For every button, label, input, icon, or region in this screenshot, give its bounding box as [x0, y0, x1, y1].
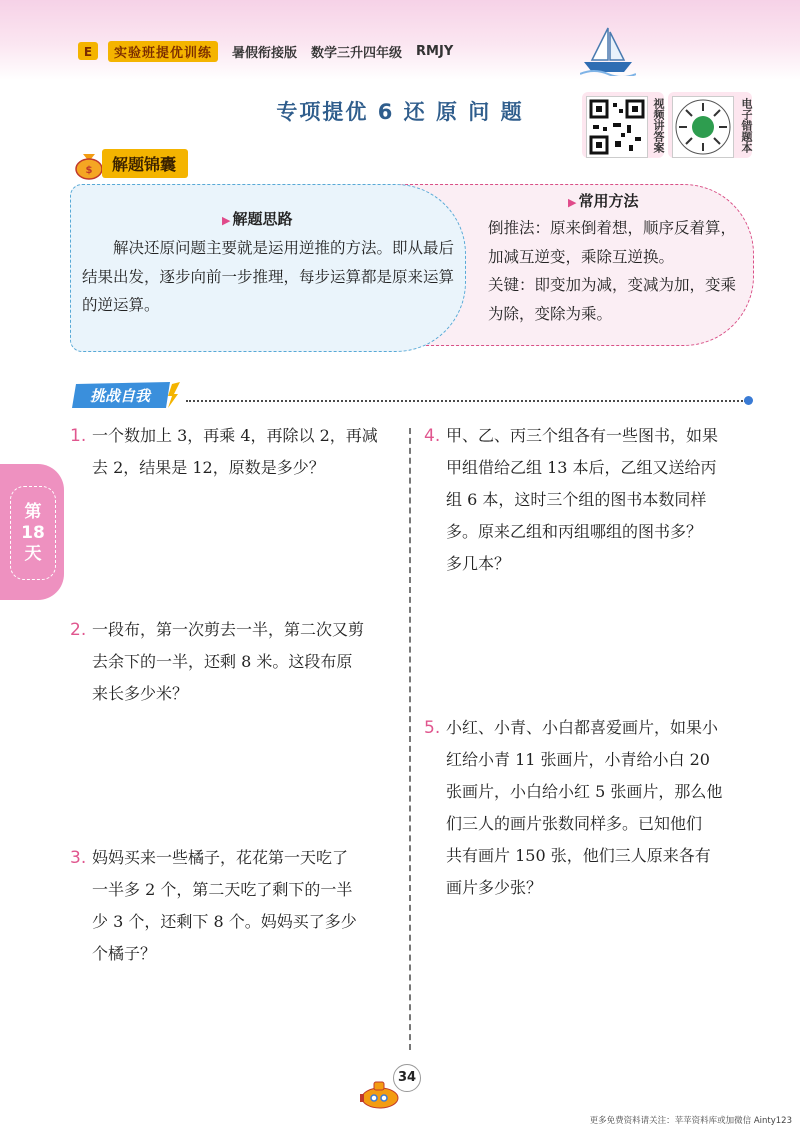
- question-text: 一个数加上 3，再乘 4，再除以 2，再减 去 2，结果是 12，原数是多少？: [92, 426, 378, 477]
- question-4: [424, 420, 764, 580]
- thinking-heading: ▶ 解题思路: [222, 210, 293, 228]
- challenge-label: 挑战自我: [89, 387, 151, 405]
- page-footer: [358, 1064, 428, 1114]
- challenge-banner: [72, 380, 182, 410]
- triangle-bullet-icon: ▶: [222, 214, 231, 227]
- question-text: 一段布，第一次剪去一半，第二次又剪 去余下的一半，还剩 8 米。这段布原 来长多少米？: [92, 620, 365, 703]
- mini-program-code-icon: [672, 96, 734, 158]
- publisher-code: RMJY: [416, 43, 454, 59]
- question-5: [424, 712, 764, 904]
- question-3: [70, 842, 406, 970]
- question-number: 4.: [424, 426, 441, 446]
- question-2: [70, 614, 406, 710]
- footer-note: 更多免费资料请关注：苹苹资料库或加微信 Ainty123: [589, 1116, 792, 1126]
- dotted-divider: [186, 400, 746, 402]
- thinking-body: 解决还原问题主要就是运用逆推的方法。即从最后结果出发，逐步向前一步推理，每步运算都是原来运算的逆运算。: [82, 239, 455, 314]
- question-number: 1.: [70, 426, 87, 446]
- methods-line-2: 关键：即变加为减，变减为加，变乘为除，变除为乘。: [488, 276, 737, 323]
- svg-text:$: $: [85, 165, 93, 176]
- triangle-bullet-icon: ▶: [568, 196, 577, 209]
- section-badge-label: 解题锦囊: [102, 149, 188, 178]
- day-tab-label: 第 18 天: [10, 486, 56, 580]
- edition: 暑假衔接版: [232, 45, 298, 61]
- divider-end-dot: [744, 396, 753, 405]
- header-info: [108, 40, 453, 62]
- tips-section-header: [72, 146, 188, 180]
- subject: 数学三升四年级: [311, 45, 403, 61]
- qr-code-icon: [586, 96, 648, 158]
- methods-heading: ▶ 常用方法: [568, 192, 639, 210]
- page-title: 专项提优 6 还 原 问 题: [276, 100, 524, 124]
- methods-line-1: 倒推法：原来倒着想，顺序反着算，加减互逆变，乘除互逆换。: [488, 219, 737, 266]
- methods-body: [488, 214, 744, 328]
- question-1: [70, 420, 406, 484]
- column-divider: [409, 428, 411, 1050]
- question-number: 2.: [70, 620, 87, 640]
- question-number: 3.: [70, 848, 87, 868]
- question-text: 甲、乙、丙三个组各有一些图书，如果 甲组借给乙组 13 本后，乙组又送给丙 组 6 本，这时三个组的图书本数同样 多。原来乙组和丙组哪组的图书多？ 多几本？: [446, 426, 719, 573]
- video-answer-label: 视频讲答案: [652, 98, 665, 153]
- ribbon-logo-icon: [76, 40, 100, 62]
- question-text: 妈妈买来一些橘子，花花第一天吃了 一半多 2 个，第二天吃了剩下的一半 少 3 个，还剩下 8 个。妈妈买了多少 个橘子？: [92, 848, 357, 963]
- question-number: 5.: [424, 718, 441, 738]
- book-series: 实验班提优训练: [108, 41, 218, 62]
- sailboat-icon: [580, 24, 636, 76]
- error-notebook-label: 电子错题本: [740, 98, 753, 153]
- svg-text:E: E: [83, 45, 93, 59]
- page-number: 34: [393, 1064, 421, 1092]
- money-bag-icon: [72, 146, 106, 180]
- question-text: 小红、小青、小白都喜爱画片，如果小 红给小青 11 张画片，小青给小白 20 张画片，小白给小红 5 张画片，那么他 们三人的画片张数同样多。已知他们 共有画片 150 张，他们三人原来各有 画片多少张？: [446, 718, 723, 897]
